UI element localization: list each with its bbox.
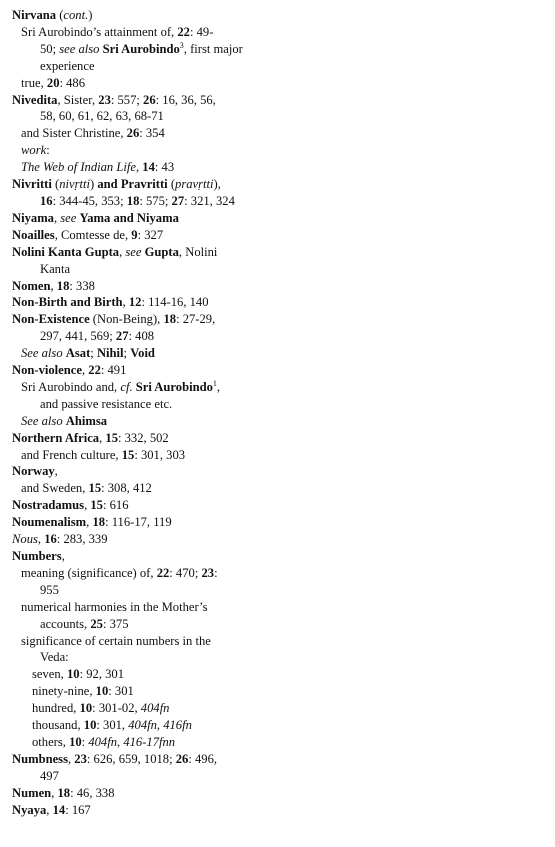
index-text: : 575; bbox=[139, 193, 172, 208]
index-text: 404fn bbox=[140, 701, 170, 716]
index-text: nivṛtti bbox=[59, 177, 91, 192]
index-text: 297, 441, 569; bbox=[40, 329, 116, 344]
index-line bbox=[12, 531, 282, 548]
index-line bbox=[12, 700, 282, 717]
index-text: 404fn bbox=[128, 718, 157, 733]
index-text: Nous bbox=[12, 532, 38, 547]
index-text: : 338 bbox=[69, 278, 95, 293]
index-text: accounts, bbox=[40, 616, 91, 631]
index-text: 22 bbox=[177, 24, 190, 39]
index-text: work bbox=[21, 143, 47, 158]
index-text: : bbox=[81, 734, 89, 749]
index-text: : 301, 303 bbox=[134, 447, 186, 462]
index-text: Sri Aurobindo’s attainment of, bbox=[21, 24, 178, 39]
index-line bbox=[12, 683, 282, 700]
index-text: Noailles bbox=[12, 227, 55, 242]
index-text: cf. bbox=[120, 379, 133, 394]
index-text: : 283, 339 bbox=[56, 532, 108, 547]
index-text: 14 bbox=[52, 802, 66, 817]
index-text: : 167 bbox=[65, 802, 91, 817]
index-text: ( bbox=[51, 177, 60, 192]
index-line bbox=[12, 379, 282, 396]
index-text: see bbox=[125, 244, 142, 259]
index-text: ; bbox=[123, 346, 131, 361]
index-text: , bbox=[68, 751, 75, 766]
index-text: , bbox=[122, 295, 129, 310]
index-line bbox=[12, 328, 282, 345]
index-text: Nihil bbox=[96, 346, 124, 361]
index-line bbox=[12, 261, 282, 278]
index-line bbox=[12, 751, 282, 768]
index-text: : 27-29, bbox=[176, 312, 216, 327]
index-text: , bbox=[54, 464, 58, 479]
index-line bbox=[12, 514, 282, 531]
index-text: : 114-16, 140 bbox=[141, 295, 209, 310]
index-text: Ahimsa bbox=[65, 413, 108, 428]
index-text: 10 bbox=[79, 701, 93, 716]
index-text: : 92, 301 bbox=[79, 667, 125, 682]
index-text: hundred, bbox=[32, 701, 80, 716]
index-text: and French culture, bbox=[21, 447, 122, 462]
index-text: , bbox=[135, 160, 143, 175]
index-line bbox=[12, 633, 282, 650]
index-text: , Sister, bbox=[57, 92, 99, 107]
index-line bbox=[12, 7, 282, 24]
index-text: , bbox=[156, 718, 164, 733]
index-text: 18 bbox=[163, 312, 177, 327]
index-line bbox=[12, 75, 282, 92]
index-text: and Sister Christine, bbox=[21, 126, 127, 141]
index-text: 955 bbox=[40, 582, 59, 597]
index-text: 15 bbox=[90, 498, 103, 513]
index-text: Nivedita bbox=[12, 92, 58, 107]
index-text: Numbers bbox=[12, 549, 62, 563]
index-text: see bbox=[60, 210, 77, 225]
index-line bbox=[12, 58, 282, 75]
index-text: 58, 60, 61, 62, 63, 68-71 bbox=[40, 109, 164, 124]
index-text: , bbox=[46, 802, 53, 817]
index-text: 15 bbox=[88, 481, 102, 496]
index-text: 26 bbox=[175, 751, 189, 766]
index-line bbox=[12, 430, 282, 447]
index-text: 25 bbox=[90, 616, 103, 631]
index-line bbox=[12, 802, 282, 819]
index-text: : 408 bbox=[128, 329, 155, 344]
index-line bbox=[12, 142, 282, 159]
index-line bbox=[12, 616, 282, 633]
index-text: Kanta bbox=[40, 261, 71, 276]
index-line bbox=[12, 666, 282, 683]
index-text: cont. bbox=[63, 8, 89, 22]
index-text: Void bbox=[130, 346, 155, 361]
index-text: 18 bbox=[92, 515, 106, 530]
index-text: : bbox=[46, 143, 50, 158]
index-text: 20 bbox=[46, 75, 60, 90]
index-text: 22 bbox=[88, 363, 101, 378]
index-text: Norway bbox=[12, 464, 55, 479]
index-text: Sri Aurobindo and, bbox=[21, 379, 121, 394]
index-text: : 470; bbox=[169, 565, 202, 580]
index-text: , first major bbox=[183, 41, 243, 56]
index-text: 27 bbox=[115, 329, 129, 344]
index-text: : 486 bbox=[59, 75, 86, 90]
index-text: numerical harmonies in the Mother’s bbox=[21, 599, 208, 614]
index-text: : 491 bbox=[100, 363, 127, 378]
index-text: thousand, bbox=[32, 718, 84, 733]
index-line bbox=[12, 565, 282, 582]
index-text: : 496, bbox=[188, 751, 218, 766]
index-text: : 626, 659, 1018; bbox=[86, 751, 176, 766]
index-line bbox=[12, 244, 282, 261]
index-text: Nolini Kanta Gupta bbox=[12, 244, 120, 259]
index-text: 18 bbox=[56, 278, 70, 293]
index-line bbox=[12, 227, 282, 244]
index-text: , bbox=[119, 244, 126, 259]
index-line bbox=[12, 548, 282, 565]
index-text: seven, bbox=[32, 667, 67, 682]
index-text: , bbox=[86, 515, 93, 530]
index-text: Asat bbox=[65, 346, 91, 361]
index-text: 1 bbox=[212, 378, 217, 388]
index-text: 50; bbox=[40, 41, 60, 56]
index-line bbox=[12, 734, 282, 751]
index-text: others, bbox=[32, 734, 70, 749]
index-text: : 301-02, bbox=[92, 701, 141, 716]
index-text: ( bbox=[167, 177, 176, 192]
index-text: true, bbox=[21, 75, 47, 90]
index-text: 23 bbox=[201, 565, 215, 580]
index-text: , bbox=[216, 379, 221, 394]
index-text: : 354 bbox=[139, 126, 165, 141]
index-line bbox=[12, 159, 282, 176]
index-text: 9 bbox=[131, 227, 138, 242]
index-text: Nyaya bbox=[12, 802, 47, 817]
index-text: Nostradamus bbox=[12, 498, 85, 513]
index-line bbox=[12, 24, 282, 41]
index-line bbox=[12, 717, 282, 734]
index-text: , bbox=[61, 549, 65, 563]
index-text: Nirvana bbox=[12, 8, 57, 22]
index-line bbox=[12, 480, 282, 497]
index-text: 27 bbox=[171, 193, 185, 208]
index-text: : bbox=[214, 565, 218, 580]
index-text: 15 bbox=[105, 430, 118, 445]
index-line bbox=[12, 108, 282, 125]
index-text: 22 bbox=[156, 565, 170, 580]
index-text: Non-Existence bbox=[12, 312, 90, 327]
index-text: : 43 bbox=[154, 160, 175, 175]
index-line bbox=[12, 768, 282, 785]
index-line bbox=[12, 582, 282, 599]
index-text: The Web of Indian Life bbox=[21, 160, 136, 175]
index-text: Gupta bbox=[144, 244, 179, 259]
index-line bbox=[12, 311, 282, 328]
index-text: , bbox=[81, 363, 89, 378]
index-text: Nomen bbox=[12, 278, 51, 293]
index-text: 16 bbox=[40, 193, 53, 208]
index-text: , bbox=[50, 278, 57, 293]
index-text: pravṛtti bbox=[175, 177, 214, 192]
index-text: 3 bbox=[179, 40, 184, 50]
index-column bbox=[12, 7, 282, 819]
index-text: Numbness bbox=[12, 751, 68, 766]
index-line bbox=[12, 649, 282, 666]
index-text: 16 bbox=[44, 532, 57, 547]
index-text: Niyama bbox=[12, 210, 54, 225]
index-text: , bbox=[53, 210, 61, 225]
index-text: , bbox=[117, 734, 124, 749]
index-text: 23 bbox=[98, 92, 111, 107]
index-text: Sri Aurobindo bbox=[102, 41, 180, 56]
index-line bbox=[12, 599, 282, 616]
index-line bbox=[12, 497, 282, 514]
index-line bbox=[12, 294, 282, 311]
index-text: 10 bbox=[69, 734, 82, 749]
index-text: ninety-nine, bbox=[32, 684, 96, 699]
index-text: Numen bbox=[12, 785, 52, 800]
index-line bbox=[12, 193, 282, 210]
index-line bbox=[12, 176, 282, 193]
index-text: : 321, 324 bbox=[184, 193, 235, 208]
index-text: 26 bbox=[126, 126, 140, 141]
index-text: : 301, bbox=[96, 718, 129, 733]
index-text: : 327 bbox=[137, 227, 164, 242]
index-text: , bbox=[99, 430, 106, 445]
index-line bbox=[12, 413, 282, 430]
index-line bbox=[12, 396, 282, 413]
index-text: 10 bbox=[95, 684, 109, 699]
index-line bbox=[12, 362, 282, 379]
index-text: ) bbox=[90, 177, 98, 192]
index-text: Nivritti bbox=[12, 177, 52, 192]
index-line bbox=[12, 345, 282, 362]
index-text: , Nolini bbox=[178, 244, 218, 259]
index-text: : 46, 338 bbox=[70, 785, 115, 800]
index-text: Noumenalism bbox=[12, 515, 87, 530]
index-text: See also bbox=[21, 413, 63, 428]
index-text: 23 bbox=[74, 751, 87, 766]
index-text: , Comtesse de, bbox=[54, 227, 132, 242]
index-text: 10 bbox=[83, 718, 97, 733]
index-line bbox=[12, 785, 282, 802]
index-text: : 116-17, 119 bbox=[105, 515, 172, 530]
index-text: : 557; bbox=[110, 92, 144, 107]
index-text: 416fn bbox=[163, 718, 192, 733]
index-text: meaning (significance) of, bbox=[21, 565, 157, 580]
index-line bbox=[12, 125, 282, 142]
index-text: and passive resistance etc. bbox=[40, 396, 173, 411]
index-text: 12 bbox=[128, 295, 142, 310]
index-text: (Non-Being), bbox=[89, 312, 164, 327]
index-text: , bbox=[51, 785, 58, 800]
index-text: 26 bbox=[143, 92, 156, 107]
index-text: Non-violence bbox=[12, 363, 82, 378]
index-text: : 301 bbox=[108, 684, 134, 699]
index-text: See also bbox=[21, 346, 63, 361]
index-text: : 344-45, 353; bbox=[52, 193, 127, 208]
index-line bbox=[12, 210, 282, 227]
index-text: , bbox=[84, 498, 91, 513]
index-text: : 332, 502 bbox=[117, 430, 169, 445]
index-text: 14 bbox=[142, 160, 155, 175]
index-text: : 375 bbox=[102, 616, 129, 631]
index-text: 18 bbox=[126, 193, 140, 208]
index-line bbox=[12, 92, 282, 109]
index-text: 18 bbox=[57, 785, 71, 800]
index-text: Sri Aurobindo bbox=[135, 379, 213, 394]
index-text: Non-Birth and Birth bbox=[12, 295, 123, 310]
index-text: 404fn bbox=[88, 734, 118, 749]
index-text: : 49- bbox=[189, 24, 214, 39]
index-text: 15 bbox=[121, 447, 135, 462]
index-text: : 616 bbox=[102, 498, 129, 513]
index-text: significance of certain numbers in the bbox=[21, 633, 211, 648]
index-text: : 308, 412 bbox=[101, 481, 152, 496]
index-line bbox=[12, 447, 282, 464]
index-text: experience bbox=[40, 58, 95, 73]
index-text: ; bbox=[90, 346, 97, 361]
index-text: and Pravritti bbox=[97, 177, 168, 192]
index-text: Veda: bbox=[40, 650, 69, 665]
index-text: ) bbox=[88, 8, 93, 22]
index-text: and Sweden, bbox=[21, 481, 89, 496]
index-line bbox=[12, 278, 282, 295]
index-text: , bbox=[37, 532, 45, 547]
index-text: ( bbox=[56, 8, 64, 22]
index-line bbox=[12, 41, 282, 58]
index-text: ), bbox=[213, 177, 221, 192]
index-text: 416-17fnn bbox=[123, 734, 176, 749]
index-line bbox=[12, 463, 282, 480]
index-text: Northern Africa bbox=[12, 430, 100, 445]
index-text: see also bbox=[59, 41, 100, 56]
index-text: Yama and Niyama bbox=[79, 210, 179, 225]
index-text: : 16, 36, 56, bbox=[155, 92, 216, 107]
index-text: 497 bbox=[40, 768, 59, 783]
index-text: 10 bbox=[66, 667, 80, 682]
